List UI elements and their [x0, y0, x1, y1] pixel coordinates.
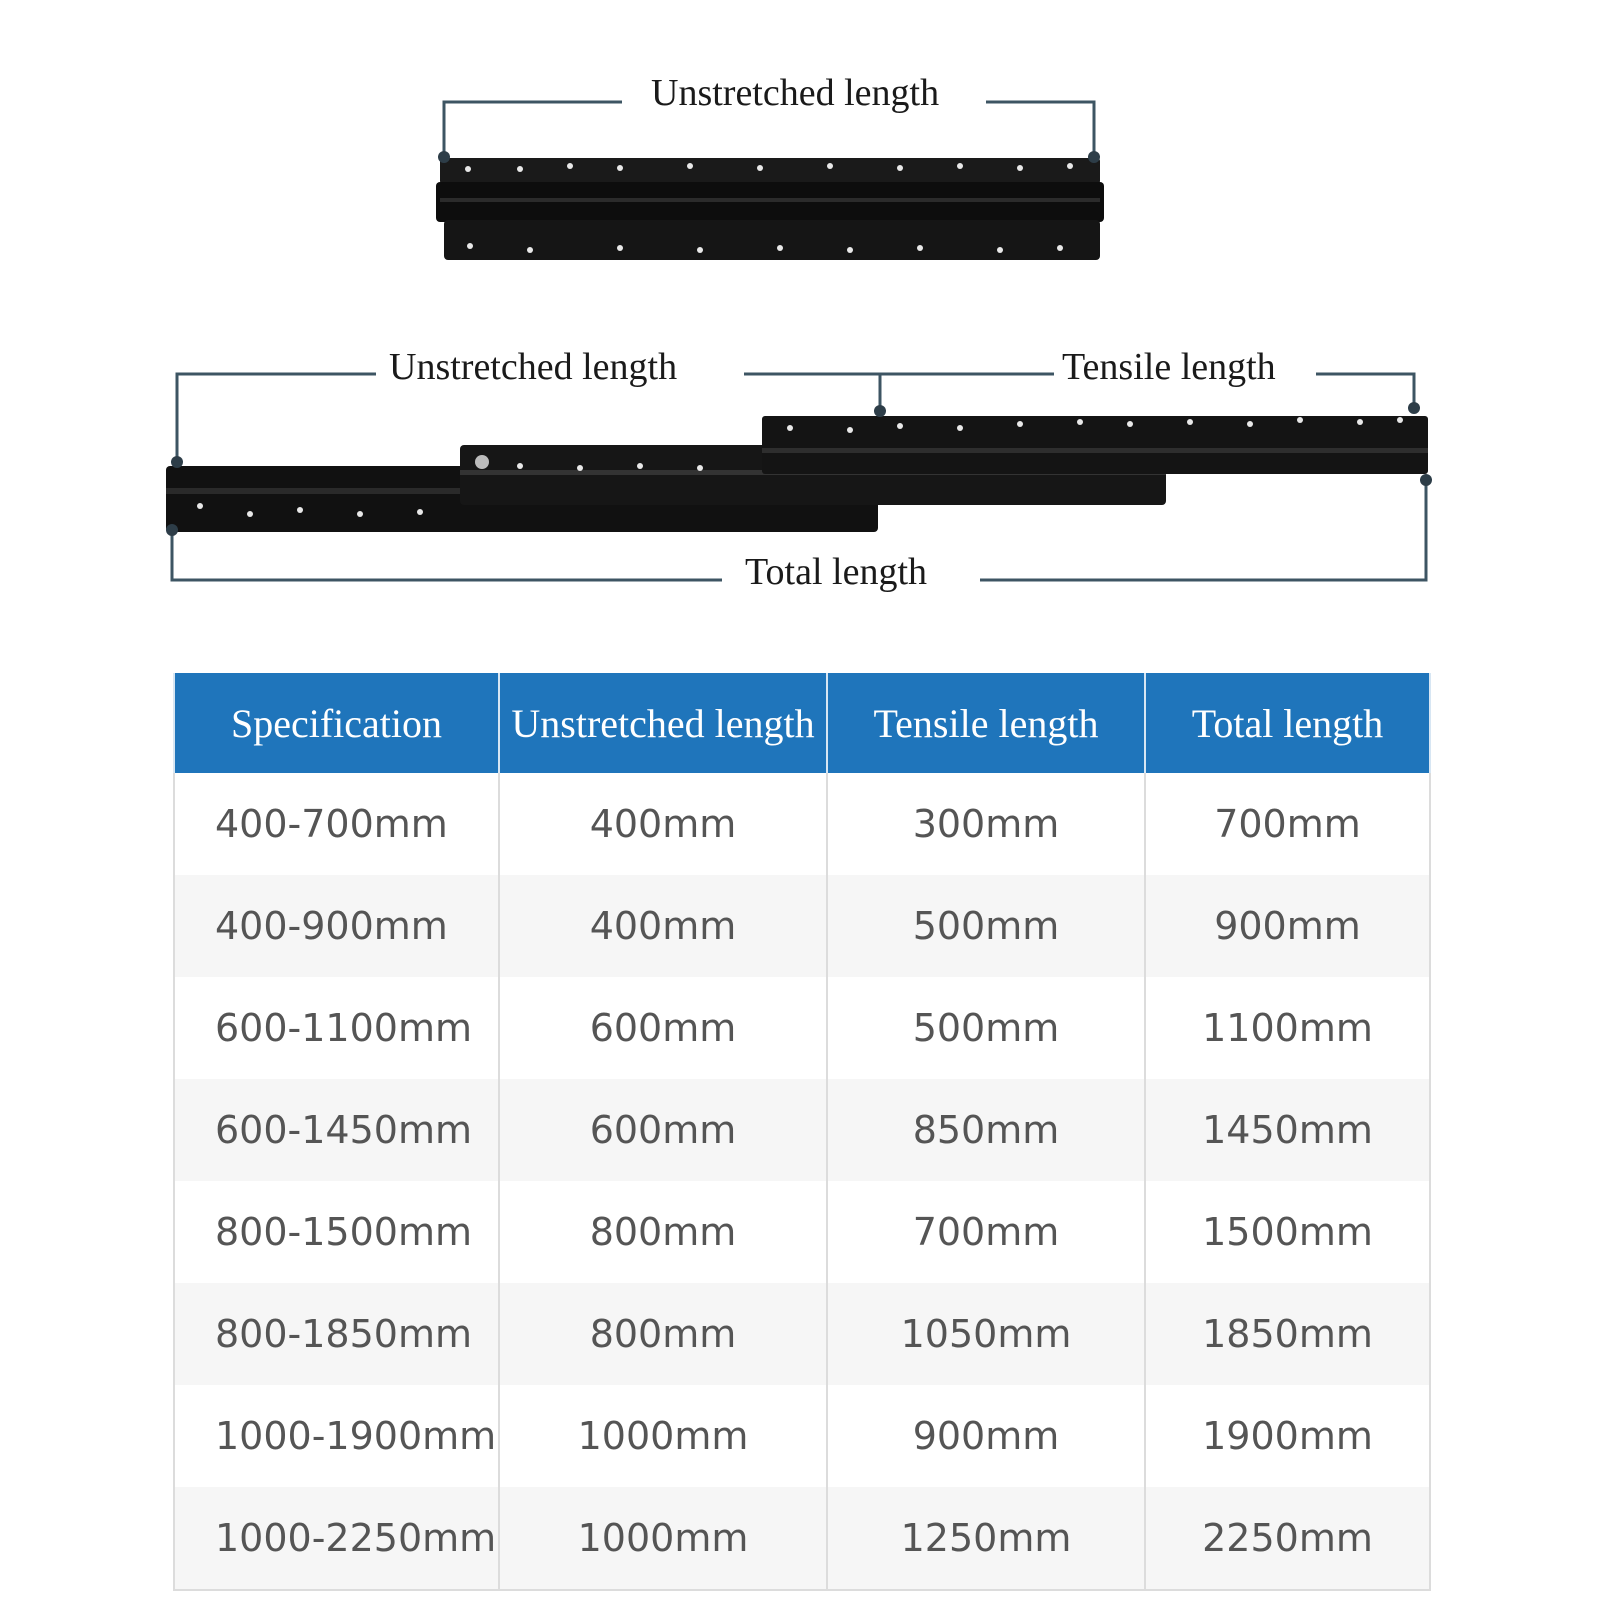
table-row	[174, 1385, 1430, 1487]
total-cell: 2250mm	[1145, 1487, 1430, 1590]
tensile-cell: 700mm	[827, 1181, 1145, 1283]
unstretched-label: Unstretched length	[383, 348, 683, 386]
unstretched-cell: 800mm	[499, 1283, 827, 1385]
total-cell: 1450mm	[1145, 1079, 1430, 1181]
top-unstretched-label: Unstretched length	[645, 74, 945, 112]
total-cell: 1900mm	[1145, 1385, 1430, 1487]
closed-rail-image	[436, 158, 1104, 260]
table-row	[174, 977, 1430, 1079]
spec-table-header	[174, 673, 1430, 773]
spec-cell: 800-1850mm	[174, 1283, 499, 1385]
tensile-cell: 500mm	[827, 977, 1145, 1079]
header-total-length: Total length	[1145, 673, 1430, 773]
tensile-cell: 300mm	[827, 773, 1145, 875]
spec-cell: 400-900mm	[174, 875, 499, 977]
table-row	[174, 1283, 1430, 1385]
spec-cell: 400-700mm	[174, 773, 499, 875]
table-row	[174, 875, 1430, 977]
unstretched-cell: 1000mm	[499, 1385, 827, 1487]
extended-rail-image	[166, 416, 1428, 532]
table-row	[174, 1079, 1430, 1181]
table-row	[174, 1487, 1430, 1590]
total-cell: 700mm	[1145, 773, 1430, 875]
total-length-label: Total length	[739, 553, 933, 591]
total-cell: 1100mm	[1145, 977, 1430, 1079]
unstretched-cell: 400mm	[499, 773, 827, 875]
unstretched-cell: 600mm	[499, 1079, 827, 1181]
spec-table	[173, 673, 1431, 1591]
tensile-cell: 1250mm	[827, 1487, 1145, 1590]
header-unstretched-length: Unstretched length	[499, 673, 827, 773]
tensile-cell: 500mm	[827, 875, 1145, 977]
spec-cell: 600-1450mm	[174, 1079, 499, 1181]
total-cell: 1500mm	[1145, 1181, 1430, 1283]
table-row	[174, 1181, 1430, 1283]
tensile-cell: 850mm	[827, 1079, 1145, 1181]
spec-cell: 1000-1900mm	[174, 1385, 499, 1487]
unstretched-cell: 400mm	[499, 875, 827, 977]
tensile-cell: 1050mm	[827, 1283, 1145, 1385]
spec-cell: 1000-2250mm	[174, 1487, 499, 1590]
table-row	[174, 773, 1430, 875]
tensile-label: Tensile length	[1056, 348, 1282, 386]
total-cell: 1850mm	[1145, 1283, 1430, 1385]
header-specification: Specification	[174, 673, 499, 773]
unstretched-cell: 600mm	[499, 977, 827, 1079]
unstretched-cell: 800mm	[499, 1181, 827, 1283]
spec-cell: 800-1500mm	[174, 1181, 499, 1283]
tensile-cell: 900mm	[827, 1385, 1145, 1487]
header-tensile-length: Tensile length	[827, 673, 1145, 773]
total-cell: 900mm	[1145, 875, 1430, 977]
spec-cell: 600-1100mm	[174, 977, 499, 1079]
unstretched-cell: 1000mm	[499, 1487, 827, 1590]
